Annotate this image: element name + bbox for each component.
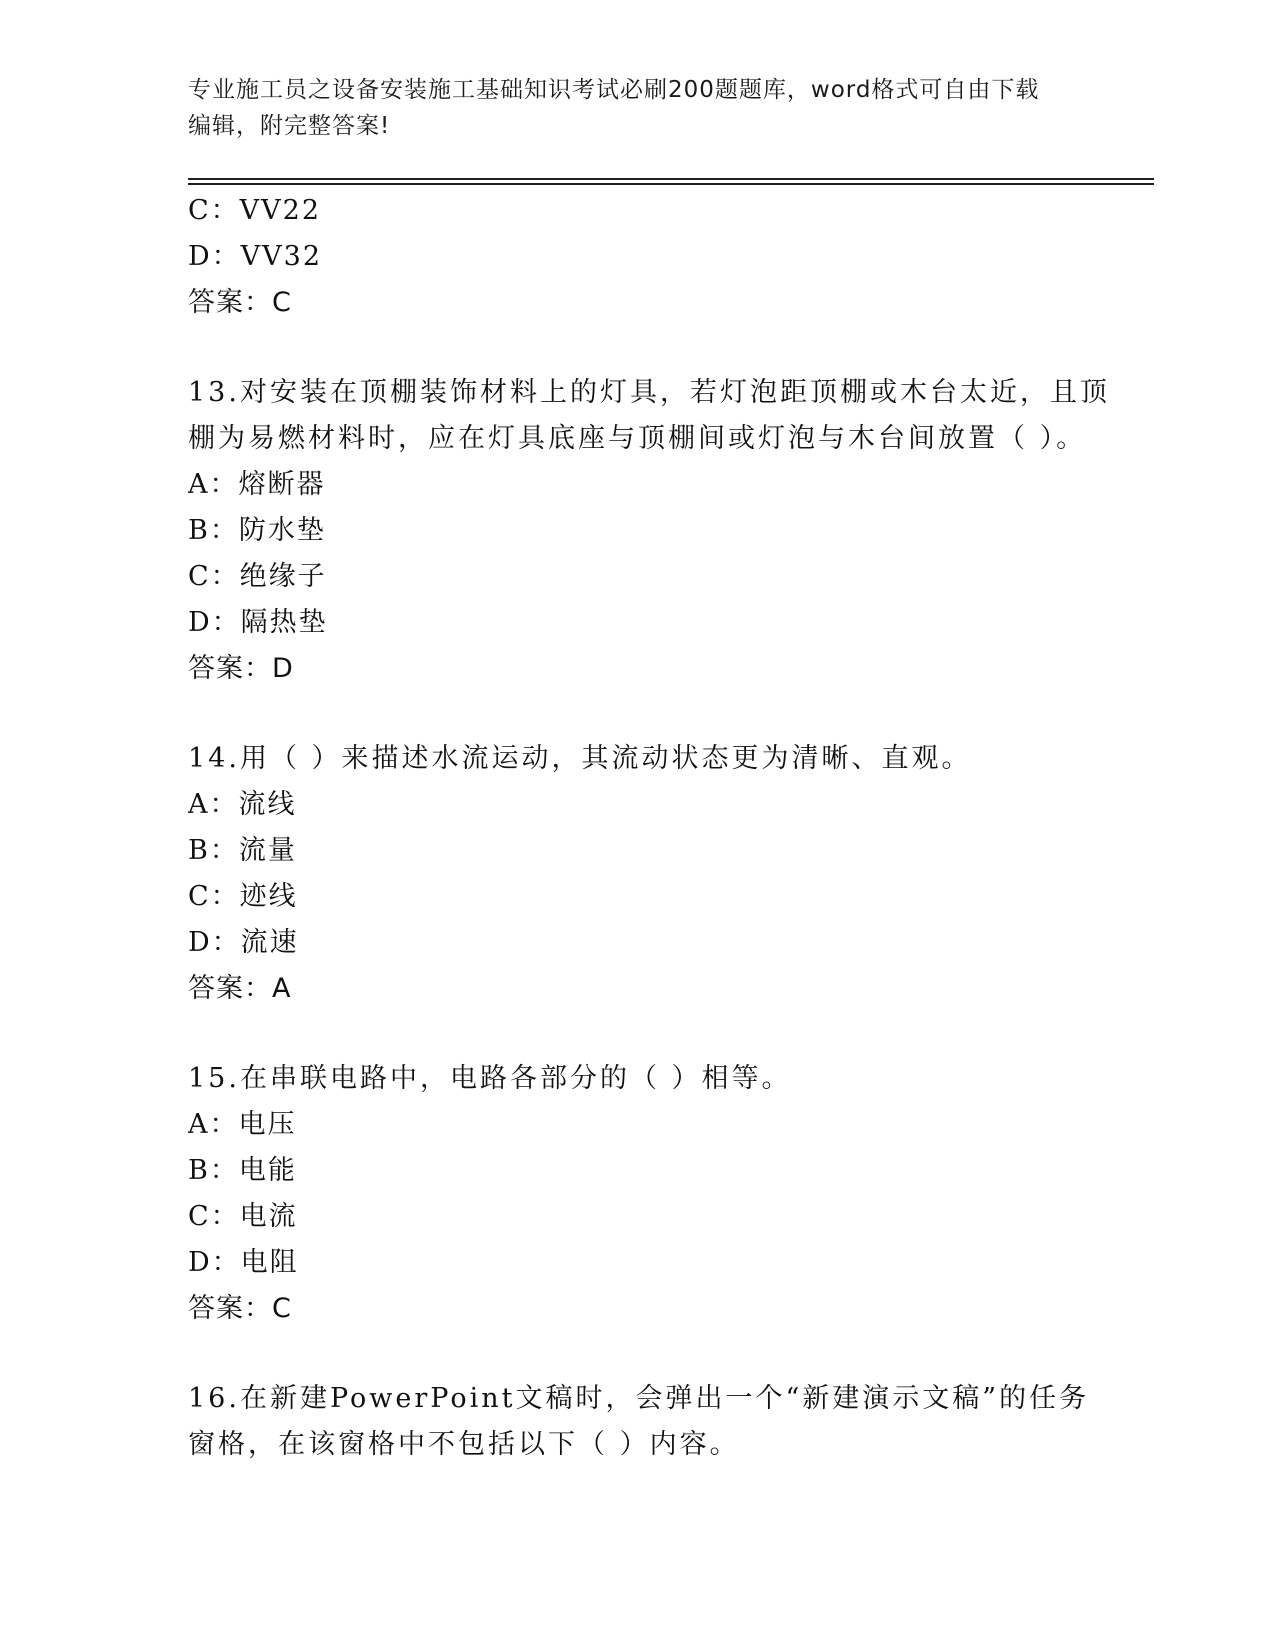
option-d: D：电阻 xyxy=(188,1247,299,1278)
question-15 xyxy=(188,1056,1118,1332)
document-body xyxy=(188,188,1118,1468)
option-a: A：电压 xyxy=(188,1109,297,1140)
option-c: C：迹线 xyxy=(188,881,298,912)
option-a: A：熔断器 xyxy=(188,469,326,500)
question-13 xyxy=(188,370,1118,692)
question-14 xyxy=(188,736,1118,1012)
question-text-line1: 15.在串联电路中，电路各部分的（ ）相等。 xyxy=(188,1063,792,1094)
spacer xyxy=(188,692,1118,736)
question-text-line1: 16.在新建PowerPoint文稿时，会弹出一个“新建演示文稿”的任务 xyxy=(188,1383,1090,1414)
header-title-line1: 专业施工员之设备安装施工基础知识考试必刷200题题库，word格式可自由下载 xyxy=(188,77,1040,103)
header-divider-bottom xyxy=(188,183,1154,185)
option-b: B：电能 xyxy=(188,1155,297,1186)
question-12-tail xyxy=(188,188,1118,326)
option-a: A：流线 xyxy=(188,789,297,820)
option-c: C：绝缘子 xyxy=(188,561,327,592)
answer-line: 答案：D xyxy=(188,653,294,684)
option-d: D：VV32 xyxy=(188,241,323,272)
spacer xyxy=(188,1012,1118,1056)
option-c: C：电流 xyxy=(188,1201,298,1232)
spacer xyxy=(188,1332,1118,1376)
answer-line: 答案：A xyxy=(188,973,292,1004)
option-b: B：防水垫 xyxy=(188,515,326,546)
spacer xyxy=(188,326,1118,370)
answer-line: 答案：C xyxy=(188,287,292,318)
option-d: D：隔热垫 xyxy=(188,607,328,638)
header-divider-top xyxy=(188,178,1154,180)
option-b: B：流量 xyxy=(188,835,297,866)
question-text-line2: 窗格，在该窗格中不包括以下（ ）内容。 xyxy=(188,1429,740,1460)
question-text-line1: 13.对安装在顶棚装饰材料上的灯具，若灯泡距顶棚或木台太近，且顶 xyxy=(188,377,1110,408)
answer-line: 答案：C xyxy=(188,1293,292,1324)
header-title-line2: 编辑，附完整答案! xyxy=(188,113,391,139)
option-d: D：流速 xyxy=(188,927,299,958)
question-text-line2: 棚为易燃材料时，应在灯具底座与顶棚间或灯泡与木台间放置（ ）。 xyxy=(188,423,1087,454)
question-text-line1: 14.用（ ）来描述水流运动，其流动状态更为清晰、直观。 xyxy=(188,743,972,774)
option-c: C：VV22 xyxy=(188,195,322,226)
question-16 xyxy=(188,1376,1118,1468)
page-header xyxy=(188,72,1088,144)
